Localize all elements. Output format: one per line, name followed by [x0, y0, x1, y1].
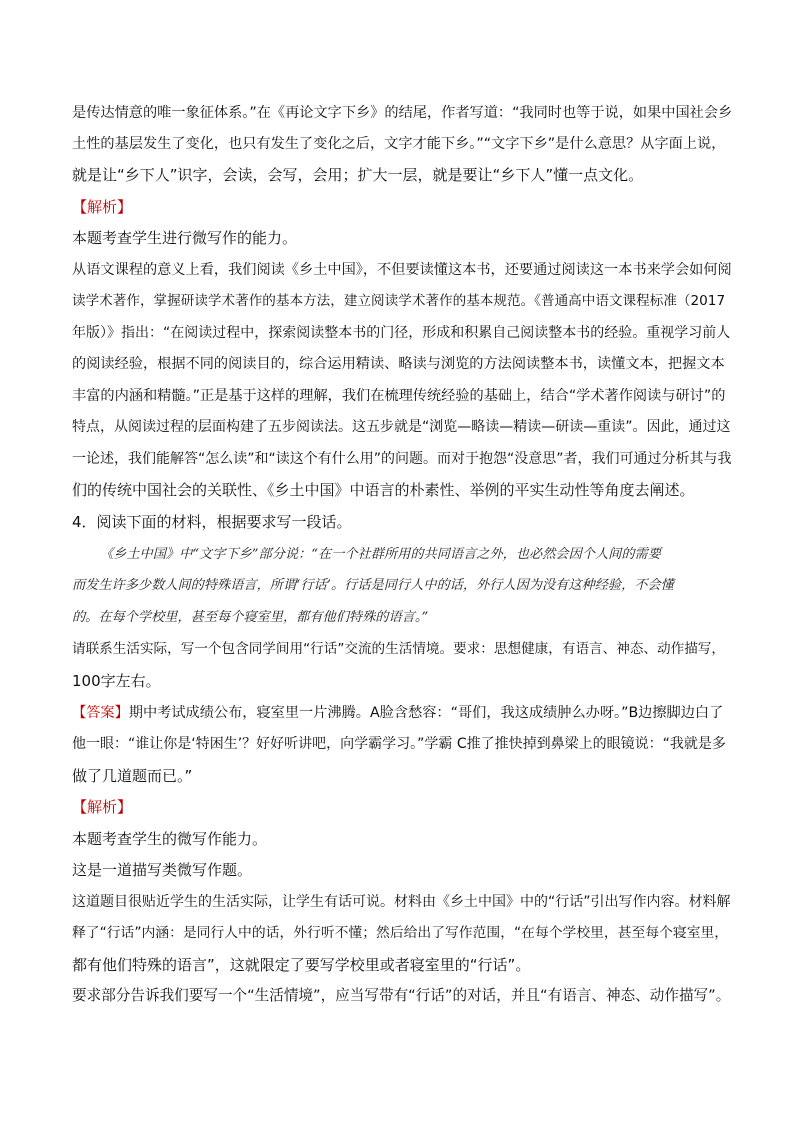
text-line: 释了“行话”内涵：是同行人中的话，外行听不懂；然后给出了写作范围，“在每个学校里，甚至每个寝室里， [72, 925, 729, 941]
text-line: 丰富的内涵和精髓。”正是基于这样的理解，我们在梳理传统经验的基础上，结合“学术著作阅读与研讨”的 [72, 388, 726, 404]
text-line: 就是让“乡下人”识字，会读，会写，会用；扩大一层，就是要让“乡下人”懂一点文化。 [72, 166, 644, 184]
answer-text: 期中考试成绩公布，寝室里一片沸腾。A脸含愁容：“哥们，我这成绩肿么办呀。”B边擦脚边白了 [128, 705, 724, 721]
text-line: 的阅读经验，根据不同的阅读目的，综合运用精读、略读与浏览的方法阅读整本书，读懂文本，把握文本 [72, 356, 725, 372]
answer-line: 做了几道题而已。” [72, 767, 193, 785]
analysis-heading: 【解析】 [72, 198, 133, 216]
question-4: 4．阅读下面的材料，根据要求写一段话。 [72, 513, 352, 531]
text-line: 是传达情意的唯一象征体系。”在《再论文字下乡》的结尾，作者写道：“我同时也等于说，如果中国社会乡 [72, 105, 733, 121]
text-line: 读学术著作，掌握研读学术著作的基本方法，建立阅读学术著作的基本规范。《普通高中语文课程标准（2017 [72, 293, 726, 309]
answer-line: 他一眼：“谁让你是‘特困生’？好好听讲吧，向学霸学习。”学霸 C推了推快掉到鼻梁上的眼镜说：“我就是多 [72, 736, 726, 752]
material-quote-line: 而发生许多少数人间的特殊语言，所谓‘行话’。行话是同行人中的话，外行人因为没有这种经验，不会懂 [72, 578, 674, 593]
text-line: 这是一道描写类微写作题。 [72, 861, 253, 879]
text-line: 要求部分告诉我们要写一个“生活情境”，应当写带有“行话”的对话，并且“有语言、神态、动作描写”。 [72, 987, 731, 1004]
text-line: 都有他们特殊的语言”，这就限定了要写学校里或者寝室里的“行话”。 [72, 956, 531, 974]
requirement-line: 100字左右。 [72, 672, 161, 690]
text-line: 们的传统中国社会的关联性、《乡土中国》中语言的朴素性、举例的平实生动性等角度去阐述。 [72, 481, 695, 499]
text-line: 从语文课程的意义上看，我们阅读《乡土中国》，不但要读懂这本书，还要通过阅读这一本书来学会如何阅 [72, 262, 732, 278]
text-line: 这道题目很贴近学生的生活实际，让学生有话可说。材料由《乡土中国》中的“行话”引出写作内容。材料解 [72, 894, 731, 910]
text-line: 土性的基层发生了变化，也只有发生了变化之后，文字才能下乡。”“文字下乡”是什么意思？从字面上说， [72, 136, 726, 152]
answer-line [72, 704, 732, 722]
material-quote-line: 的。在每个学校里，甚至每个寝室里，都有他们特殊的语言。” [72, 610, 429, 625]
answer-heading: 【答案】 [72, 705, 129, 721]
text-line: 年版）》指出：“在阅读过程中，探索阅读整本书的门径，形成和积累自己阅读整本书的经验。重视学习前人 [72, 325, 731, 341]
text-line: 本题考查学生的微写作能力。 [72, 830, 268, 848]
text-line: 特点，从阅读过程的层面构建了五步阅读法。这五步就是“浏览—略读—精读—研读—重读”。因此，通过这 [72, 419, 731, 435]
analysis-heading: 【解析】 [72, 798, 133, 816]
material-quote-line: 《乡土中国》中“文字下乡”部分说：“在一个社群所用的共同语言之外，也必然会因个人间的需要 [100, 547, 661, 562]
requirement-line: 请联系生活实际，写一个包含同学间用“行话”交流的生活情境。要求：思想健康，有语言、神态、动作描写， [72, 641, 725, 657]
text-line: 一论述，我们能解答“怎么读”和“读这个有什么用”的问题。而对于抱怨“没意思”者，我们可通过分析其与我 [72, 451, 732, 467]
text-line: 本题考查学生进行微写作的能力。 [72, 229, 298, 247]
